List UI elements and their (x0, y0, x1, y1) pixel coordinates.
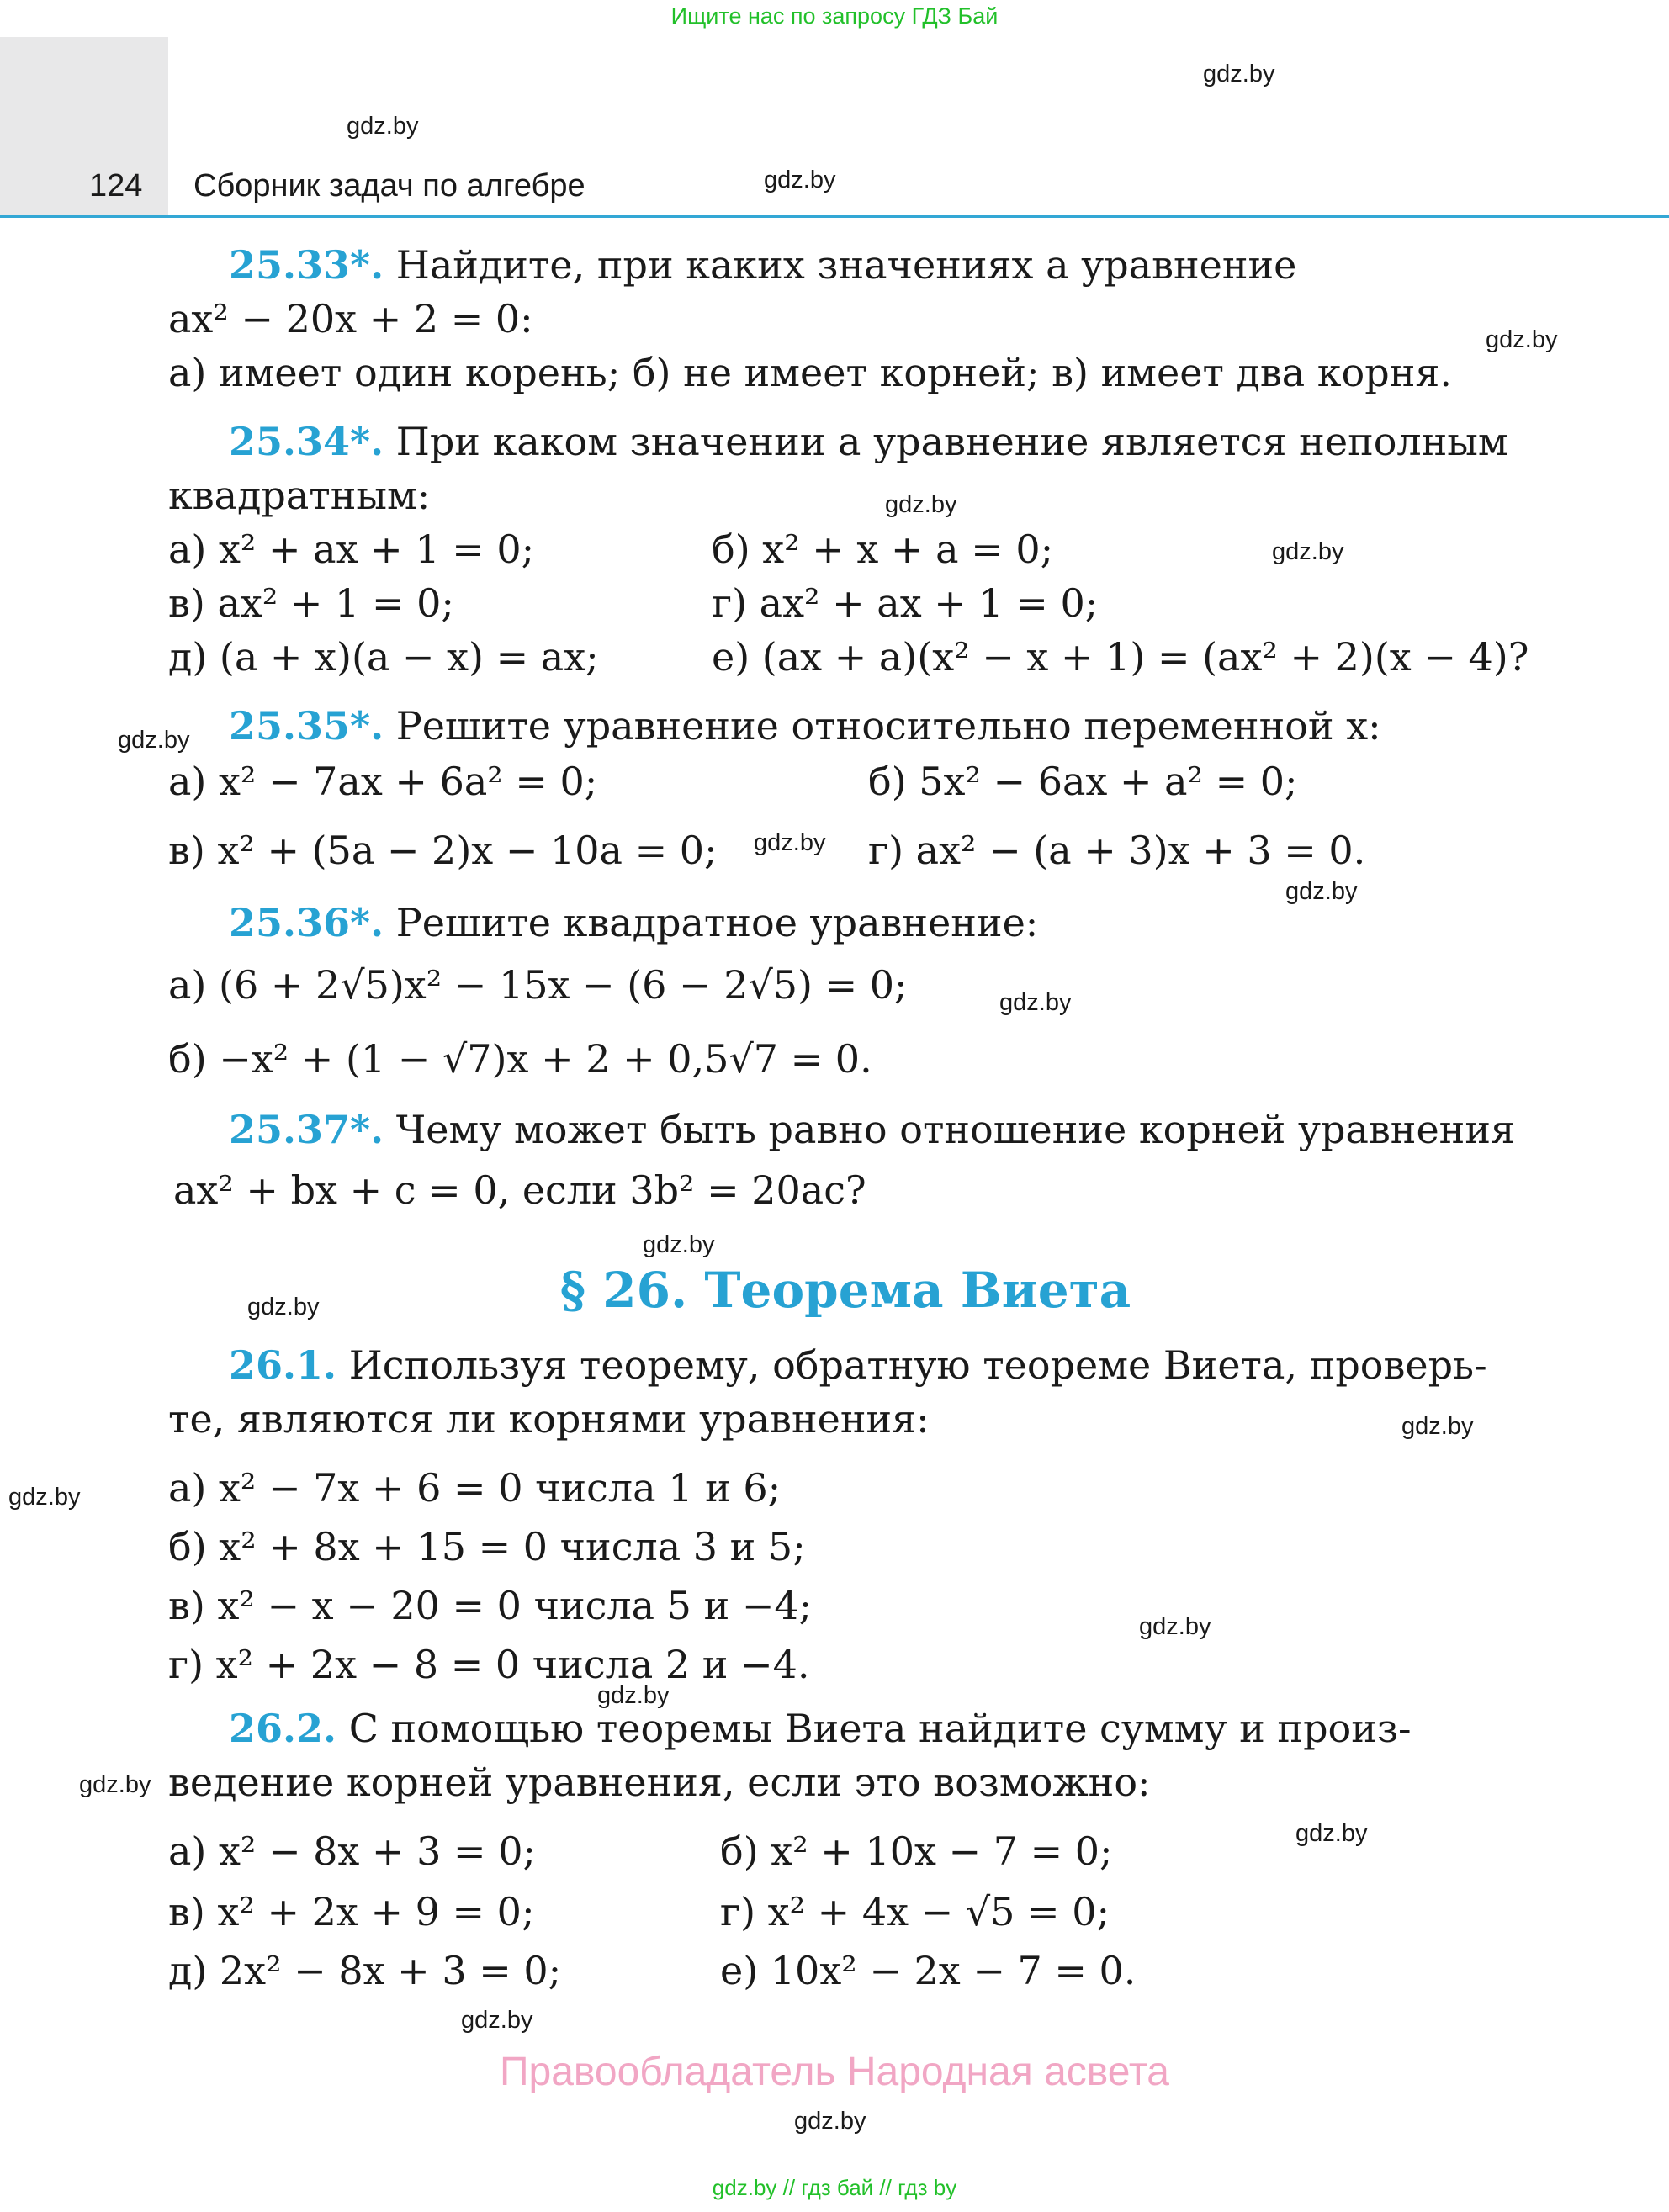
watermark: gdz.by (461, 2007, 533, 2034)
item-b: б) x² + 10x − 7 = 0; (720, 1828, 1113, 1874)
watermark: gdz.by (118, 727, 190, 754)
problem-number: 26.1. (229, 1342, 337, 1388)
problem-number: 25.33*. (229, 242, 384, 288)
item-a: а) x² − 7x + 6 = 0 числа 1 и 6; (168, 1465, 782, 1511)
item-v: в) x² + (5a − 2)x − 10a = 0; (168, 828, 718, 873)
watermark: gdz.by (1295, 1820, 1368, 1847)
problem-text: С помощью теоремы Виета найдите сумму и произ- (348, 1706, 1412, 1751)
header-divider (0, 215, 1669, 218)
problem-text: Используя теорему, обратную теореме Виета, проверь- (348, 1342, 1487, 1388)
item-b: б) x² + x + a = 0; (712, 527, 1054, 572)
problem-26-1 (229, 1342, 1487, 1388)
item-d: д) 2x² − 8x + 3 = 0; (168, 1948, 562, 1993)
problem-number: 26.2. (229, 1706, 337, 1751)
watermark: gdz.by (347, 113, 419, 140)
watermark: gdz.by (8, 1484, 81, 1511)
watermark: gdz.by (597, 1682, 670, 1709)
item-a: а) x² − 7ax + 6a² = 0; (168, 759, 598, 804)
item-g: г) ax² + ax + 1 = 0; (712, 580, 1099, 626)
problem-number: 25.35*. (229, 703, 384, 749)
copyright-notice: Правообладатель Народная асвета (500, 2050, 1169, 2094)
item-g: г) x² + 2x − 8 = 0 числа 2 и −4. (168, 1642, 810, 1687)
page-corner-block (0, 37, 168, 217)
item-a: а) x² − 8x + 3 = 0; (168, 1828, 536, 1874)
item-a: а) x² + ax + 1 = 0; (168, 527, 535, 572)
watermark: gdz.by (1486, 326, 1558, 353)
item-v: в) x² − x − 20 = 0 числа 5 и −4; (168, 1583, 813, 1628)
watermark: gdz.by (885, 491, 957, 518)
item-d: д) (a + x)(a − x) = ax; (168, 634, 599, 680)
item-v: в) ax² + 1 = 0; (168, 580, 454, 626)
problem-number: 25.37*. (229, 1107, 384, 1152)
problem-text: Решите уравнение относительно переменной x: (395, 703, 1381, 749)
answer-options: а) имеет один корень; б) не имеет корней; в) имеет два корня. (168, 350, 1452, 395)
watermark: gdz.by (79, 1771, 151, 1798)
watermark: gdz.by (1272, 538, 1344, 565)
problem-number: 25.34*. (229, 419, 384, 464)
page-number: 124 (89, 168, 143, 204)
watermark: gdz.by (1203, 61, 1275, 87)
item-g: г) x² + 4x − √5 = 0; (720, 1889, 1110, 1934)
problem-number: 25.36*. (229, 900, 384, 945)
watermark: gdz.by (1285, 878, 1358, 905)
item-b: б) x² + 8x + 15 = 0 числа 3 и 5; (168, 1524, 806, 1569)
problem-text-cont: те, являются ли корнями уравнения: (168, 1396, 930, 1442)
item-a: а) (6 + 2√5)x² − 15x − (6 − 2√5) = 0; (168, 962, 908, 1008)
problem-25-33 (229, 242, 1297, 288)
watermark: gdz.by (247, 1294, 320, 1320)
problem-text-cont: квадратным: (168, 473, 431, 518)
problem-26-2 (229, 1706, 1412, 1751)
watermark: gdz.by (1401, 1413, 1474, 1440)
item-b: б) 5x² − 6ax + a² = 0; (868, 759, 1298, 804)
top-banner: Ищите нас по запросу ГДЗ Бай (670, 3, 999, 29)
footer-links[interactable]: gdz.by // гдз бай // гдз by (712, 2175, 957, 2200)
watermark: gdz.by (999, 989, 1072, 1016)
watermark: gdz.by (1139, 1613, 1211, 1640)
problem-text: При каком значении a уравнение является неполным (395, 419, 1508, 464)
watermark: gdz.by (643, 1231, 715, 1258)
equation: ax² + bx + c = 0, если 3b² = 20ac? (173, 1167, 866, 1213)
watermark: gdz.by (764, 167, 836, 193)
item-g: г) ax² − (a + 3)x + 3 = 0. (868, 828, 1366, 873)
problem-text: Решите квадратное уравнение: (395, 900, 1039, 945)
problem-25-34 (229, 419, 1508, 464)
watermark: gdz.by (794, 2108, 866, 2135)
problem-text: Найдите, при каких значениях a уравнение (395, 242, 1297, 288)
running-title: Сборник задач по алгебре (193, 168, 585, 204)
item-v: в) x² + 2x + 9 = 0; (168, 1889, 535, 1934)
item-e: е) 10x² − 2x − 7 = 0. (720, 1948, 1137, 1993)
problem-25-36 (229, 900, 1039, 945)
item-b: б) −x² + (1 − √7)x + 2 + 0,5√7 = 0. (168, 1036, 872, 1082)
problem-text: Чему может быть равно отношение корней уравнения (395, 1107, 1515, 1152)
section-title: § 26. Теорема Виета (559, 1262, 1131, 1319)
problem-25-35 (229, 703, 1381, 749)
watermark: gdz.by (754, 829, 826, 856)
equation: ax² − 20x + 2 = 0: (168, 296, 533, 341)
problem-text-cont: ведение корней уравнения, если это возможно: (168, 1760, 1151, 1805)
problem-25-37 (229, 1107, 1515, 1152)
item-e: е) (ax + a)(x² − x + 1) = (ax² + 2)(x − 4)? (712, 634, 1529, 680)
